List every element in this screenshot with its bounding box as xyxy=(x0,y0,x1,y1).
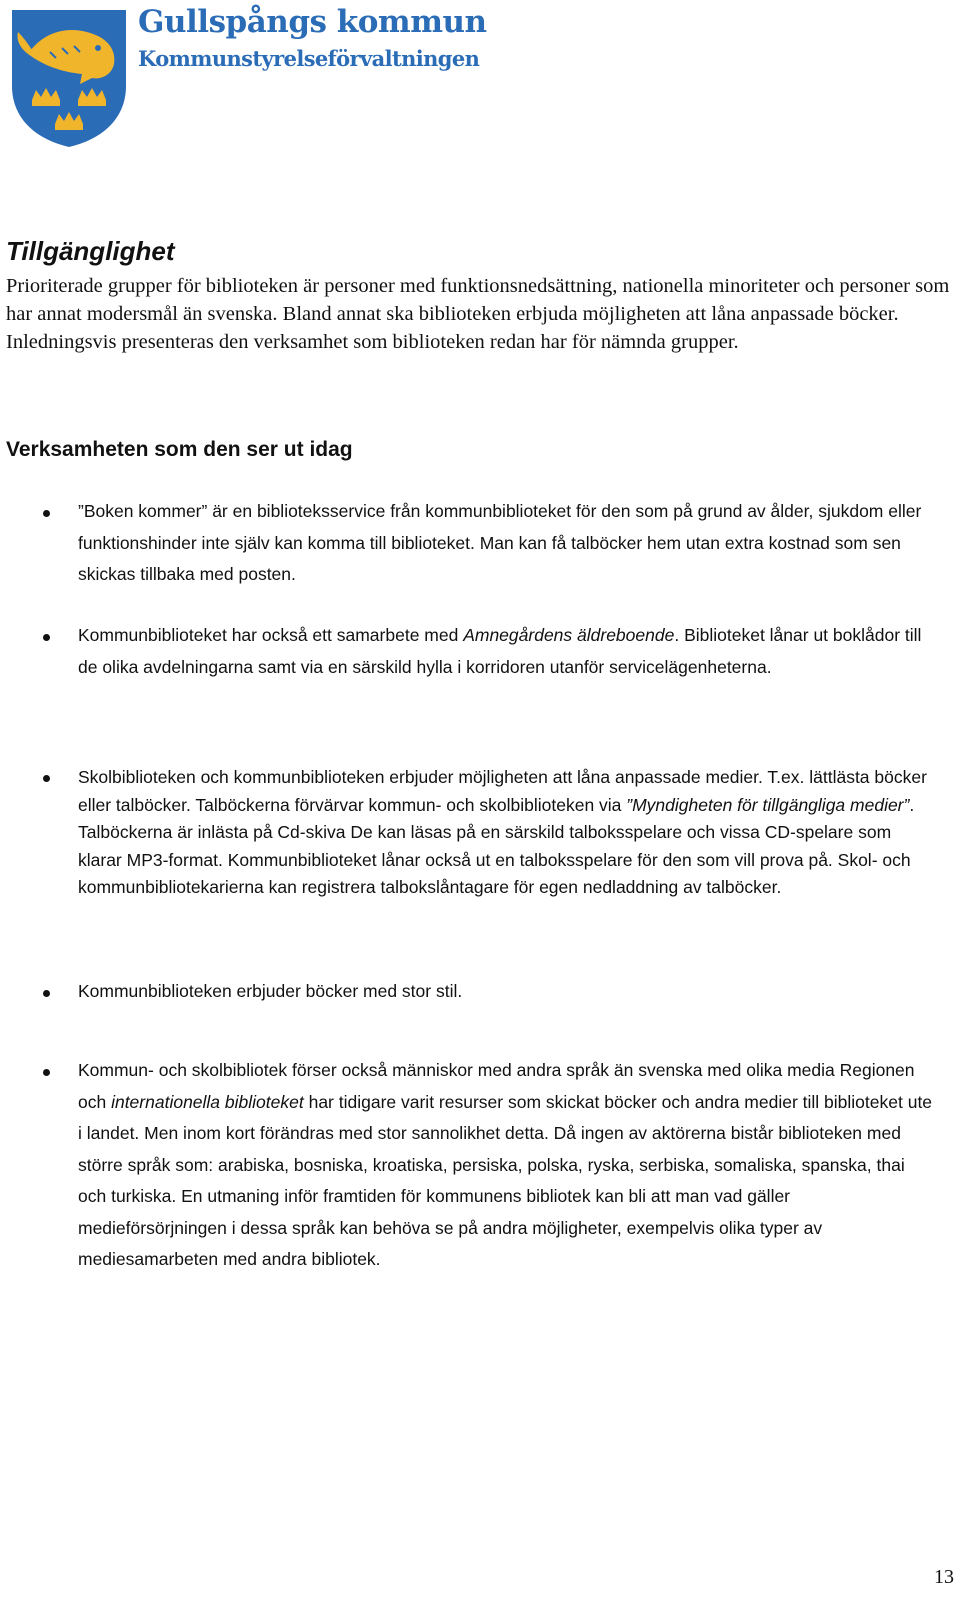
list-item-text: Skolbiblioteken och kommunbiblioteken erbjuder möjligheten att låna anpassade medier. T.ex. lättlästa böcker eller talböcker. Talböckerna förvärvar kommun- och skolbiblioteken via xyxy=(78,767,927,815)
department-name: Kommunstyrelseförvaltningen xyxy=(138,46,480,71)
intro-paragraph: Prioriterade grupper för biblioteken är personer med funktionsnedsättning, nationella minoriteter och personer som har annat modersmål än svenska. Bland annat ska biblioteken erbjuda möjligheten att låna anpassade böcker. Inledningsvis presenteras den verksamhet som biblioteken redan har för nämnda grupper. xyxy=(6,275,950,353)
list-item-text: Kommunbiblioteket har också ett samarbete med xyxy=(78,625,464,645)
list-item xyxy=(78,1055,933,1276)
list-item-text: Kommun- och skolbibliotek förser också människor med andra språk än svenska med olika media Regionen och xyxy=(78,1060,915,1112)
section-heading-current-activities: Verksamheten som den ser ut idag xyxy=(6,438,353,461)
list-item-text: . Biblioteket lånar ut boklådor till de olika avdelningarna samt via en särskild hylla i korridoren utanför servicelägenheterna. xyxy=(78,625,922,677)
organisation-name: Gullspångs kommun xyxy=(138,4,487,40)
coat-of-arms-logo-icon xyxy=(10,8,128,148)
list-item-text: . Talböckerna är inlästa på Cd-skiva De kan läsas på en särskild talboksspelare och vissa CD-spelare som klarar MP3-format. Kommunbiblioteket lånar också ut en talboksspelare för den som vill prova på. Skol- och kommunbibliotekarierna kan registrera talbokslåntagare för egen nedladdning av talböcker. xyxy=(78,794,915,897)
list-item xyxy=(78,764,933,902)
list-item-text: ”Boken kommer” är en biblioteksservice från kommunbiblioteket för den som på grund av ålder, sjukdom eller funktionshinder inte själv kan komma till biblioteket. Man kan få talböcker hem utan extra kostnad som sen skickas tillbaka med posten. xyxy=(78,501,922,584)
list-item xyxy=(78,496,933,591)
list-item-emphasis: Amnegårdens äldreboende xyxy=(463,625,675,645)
list-item-text: Kommunbiblioteken erbjuder böcker med stor stil. xyxy=(78,981,463,1001)
list-item-emphasis: ”Myndigheten för tillgängliga medier” xyxy=(626,794,910,815)
list-item xyxy=(78,976,933,1007)
section-heading-accessibility: Tillgänglighet xyxy=(6,236,175,266)
list-item-emphasis: internationella biblioteket xyxy=(111,1091,304,1112)
page-number: 13 xyxy=(934,1566,954,1588)
list-item-text: har tidigare varit resurser som skickat böcker och andra medier till biblioteket ute i landet. Men inom kort förändras med stor sannolikhet detta. Då ingen av aktörerna bistår biblioteken med större språk som: arabiska, bosniska, kroatiska, persiska, polska, ryska, serbiska, somaliska, spanska, thai och turkiska. En utmaning inför framtiden för kommunens bibliotek kan bli att man vad gäller medieförsörjningen i dessa språk kan behöva se på andra möjligheter, exempelvis olika typer av mediesamarbeten med andra bibliotek. xyxy=(78,1091,933,1269)
list-item xyxy=(78,620,933,683)
